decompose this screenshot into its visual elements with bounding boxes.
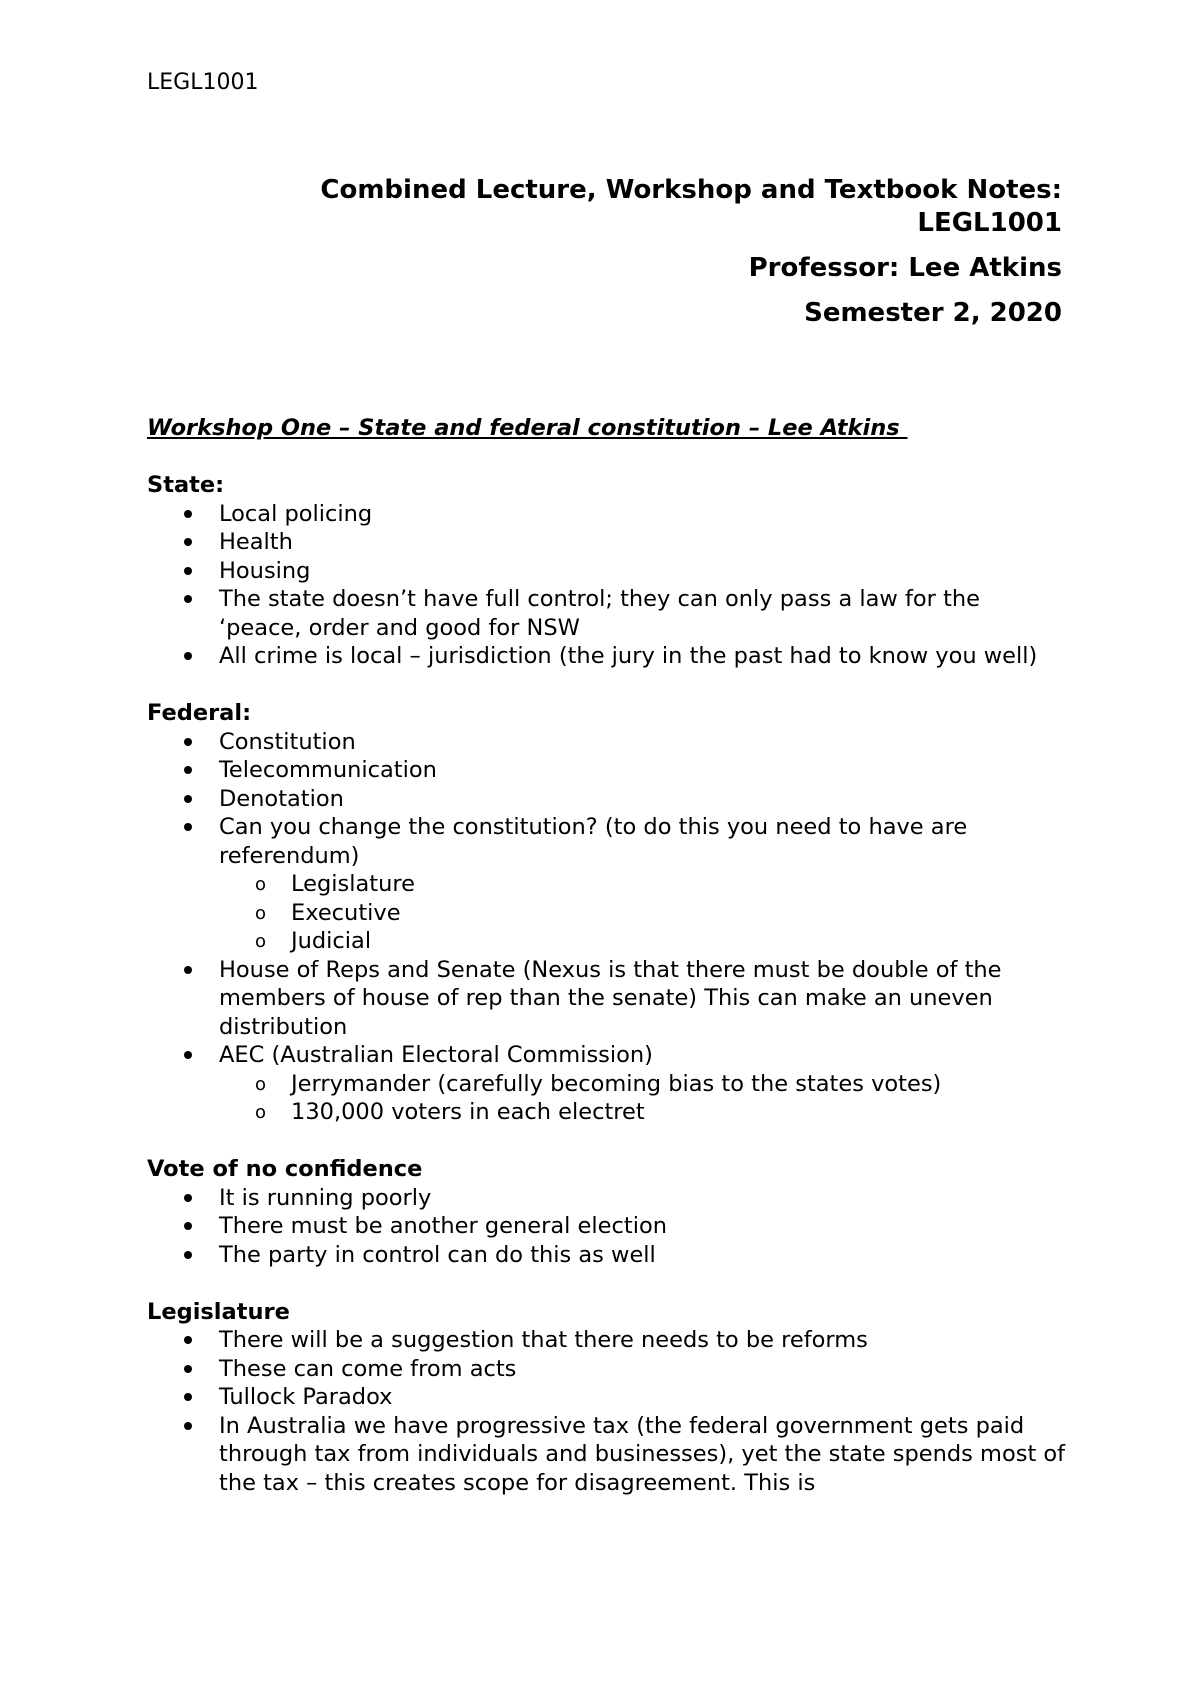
bullet-icon — [184, 966, 192, 974]
list-item-text: The state doesn’t have full control; they can only pass a law for the ‘peace, order and good for NSW — [219, 586, 980, 641]
list-item-text: The party in control can do this as well — [219, 1241, 656, 1268]
bullet-icon — [184, 1251, 192, 1259]
list-item — [147, 557, 1067, 586]
list-item — [147, 1326, 1067, 1355]
bullet-icon — [184, 738, 192, 746]
list-item-text: Constitution — [219, 728, 356, 755]
list-item-text: It is running poorly — [219, 1184, 432, 1211]
professor-line: Professor: Lee Atkins — [748, 253, 1062, 283]
list-item — [147, 728, 1067, 757]
semester-line: Semester 2, 2020 — [804, 298, 1062, 328]
sub-list-item — [219, 899, 1067, 928]
sub-list-item — [219, 1070, 1067, 1099]
bullet-icon — [184, 795, 192, 803]
list-item-text: AEC (Australian Electoral Commission) — [219, 1042, 653, 1068]
no-confidence-list — [147, 1184, 1067, 1270]
bullet-icon — [184, 1222, 192, 1230]
hollow-bullet-icon: o — [255, 902, 267, 924]
sub-list-item — [219, 1098, 1067, 1127]
list-item — [147, 1041, 1067, 1127]
list-item-text: There will be a suggestion that there needs to be reforms — [219, 1327, 868, 1353]
hollow-bullet-icon: o — [255, 874, 267, 895]
sub-list-item — [219, 927, 1067, 956]
bullet-icon — [184, 652, 192, 660]
workshop-heading: Workshop One – State and federal constitution – Lee Atkins — [147, 415, 908, 441]
sub-list-item-text: Judicial — [291, 928, 372, 954]
sub-list-item-text: 130,000 voters in each electret — [291, 1099, 645, 1125]
sub-list-item-text: Legislature — [291, 871, 415, 897]
list-item — [147, 1184, 1067, 1213]
bullet-icon — [184, 1336, 192, 1344]
section-heading-state: State: — [147, 472, 225, 498]
section-heading-no-confidence: Vote of no confidence — [147, 1156, 423, 1182]
list-item-text: Tullock Paradox — [219, 1384, 393, 1410]
bullet-icon — [184, 538, 192, 546]
bullet-icon — [184, 1194, 192, 1202]
state-section — [147, 471, 1067, 671]
sub-list-item — [219, 870, 1067, 899]
section-heading-federal: Federal: — [147, 700, 252, 726]
list-item — [147, 1355, 1067, 1384]
notes-body — [147, 414, 1067, 1497]
bullet-icon — [184, 1365, 192, 1373]
hollow-bullet-icon: o — [255, 1102, 267, 1123]
list-item-text: House of Reps and Senate (Nexus is that there must be double of the members of house of rep than the senate) This can make an uneven distribution — [219, 956, 1002, 1040]
bullet-icon — [184, 1051, 192, 1059]
sub-list-item-text: Jerrymander (carefully becoming bias to the states votes) — [291, 1070, 942, 1097]
list-item — [147, 1241, 1067, 1270]
federal-section — [147, 699, 1067, 1127]
list-item — [147, 1212, 1067, 1241]
course-code-header: LEGL1001 — [147, 70, 259, 95]
section-heading-legislature: Legislature — [147, 1298, 290, 1325]
title-line-2: LEGL1001 — [917, 208, 1062, 238]
bullet-icon — [184, 595, 192, 603]
aec-sublist — [219, 1070, 1067, 1127]
list-item-text: Health — [219, 529, 293, 555]
list-item — [147, 1383, 1067, 1412]
list-item — [147, 785, 1067, 814]
bullet-icon — [184, 766, 192, 774]
list-item — [147, 956, 1067, 1042]
bullet-icon — [184, 510, 192, 518]
list-item-text: Telecommunication — [219, 757, 437, 783]
list-item-text: All crime is local – jurisdiction (the jury in the past had to know you well) — [219, 643, 1038, 669]
hollow-bullet-icon: o — [255, 1073, 267, 1095]
list-item — [147, 642, 1067, 671]
sub-list-item-text: Executive — [291, 899, 401, 926]
list-item — [147, 813, 1067, 956]
list-item — [147, 528, 1067, 557]
constitution-sublist — [219, 870, 1067, 956]
title-block — [320, 174, 1062, 330]
list-item-text: Denotation — [219, 785, 344, 812]
title-line-1: Combined Lecture, Workshop and Textbook Notes: — [320, 175, 1062, 205]
list-item-text: These can come from acts — [219, 1355, 517, 1382]
legislature-section — [147, 1298, 1067, 1498]
list-item-text: Local policing — [219, 500, 373, 527]
bullet-icon — [184, 567, 192, 575]
federal-list — [147, 728, 1067, 1127]
state-list — [147, 500, 1067, 671]
list-item-text: Housing — [219, 557, 311, 584]
list-item-text: There must be another general election — [219, 1213, 667, 1239]
list-item — [147, 500, 1067, 529]
hollow-bullet-icon: o — [255, 931, 267, 952]
bullet-icon — [184, 823, 192, 831]
list-item — [147, 585, 1067, 642]
list-item-text: Can you change the constitution? (to do this you need to have are referendum) — [219, 814, 968, 869]
bullet-icon — [184, 1393, 192, 1401]
list-item-text: In Australia we have progressive tax (the federal government gets paid through tax from individuals and businesses), yet the state spends most of the tax – this creates scope for disagreement. This is — [219, 1412, 1066, 1496]
list-item — [147, 756, 1067, 785]
list-item — [147, 1412, 1067, 1498]
legislature-list — [147, 1326, 1067, 1497]
no-confidence-section — [147, 1155, 1067, 1269]
bullet-icon — [184, 1422, 192, 1430]
